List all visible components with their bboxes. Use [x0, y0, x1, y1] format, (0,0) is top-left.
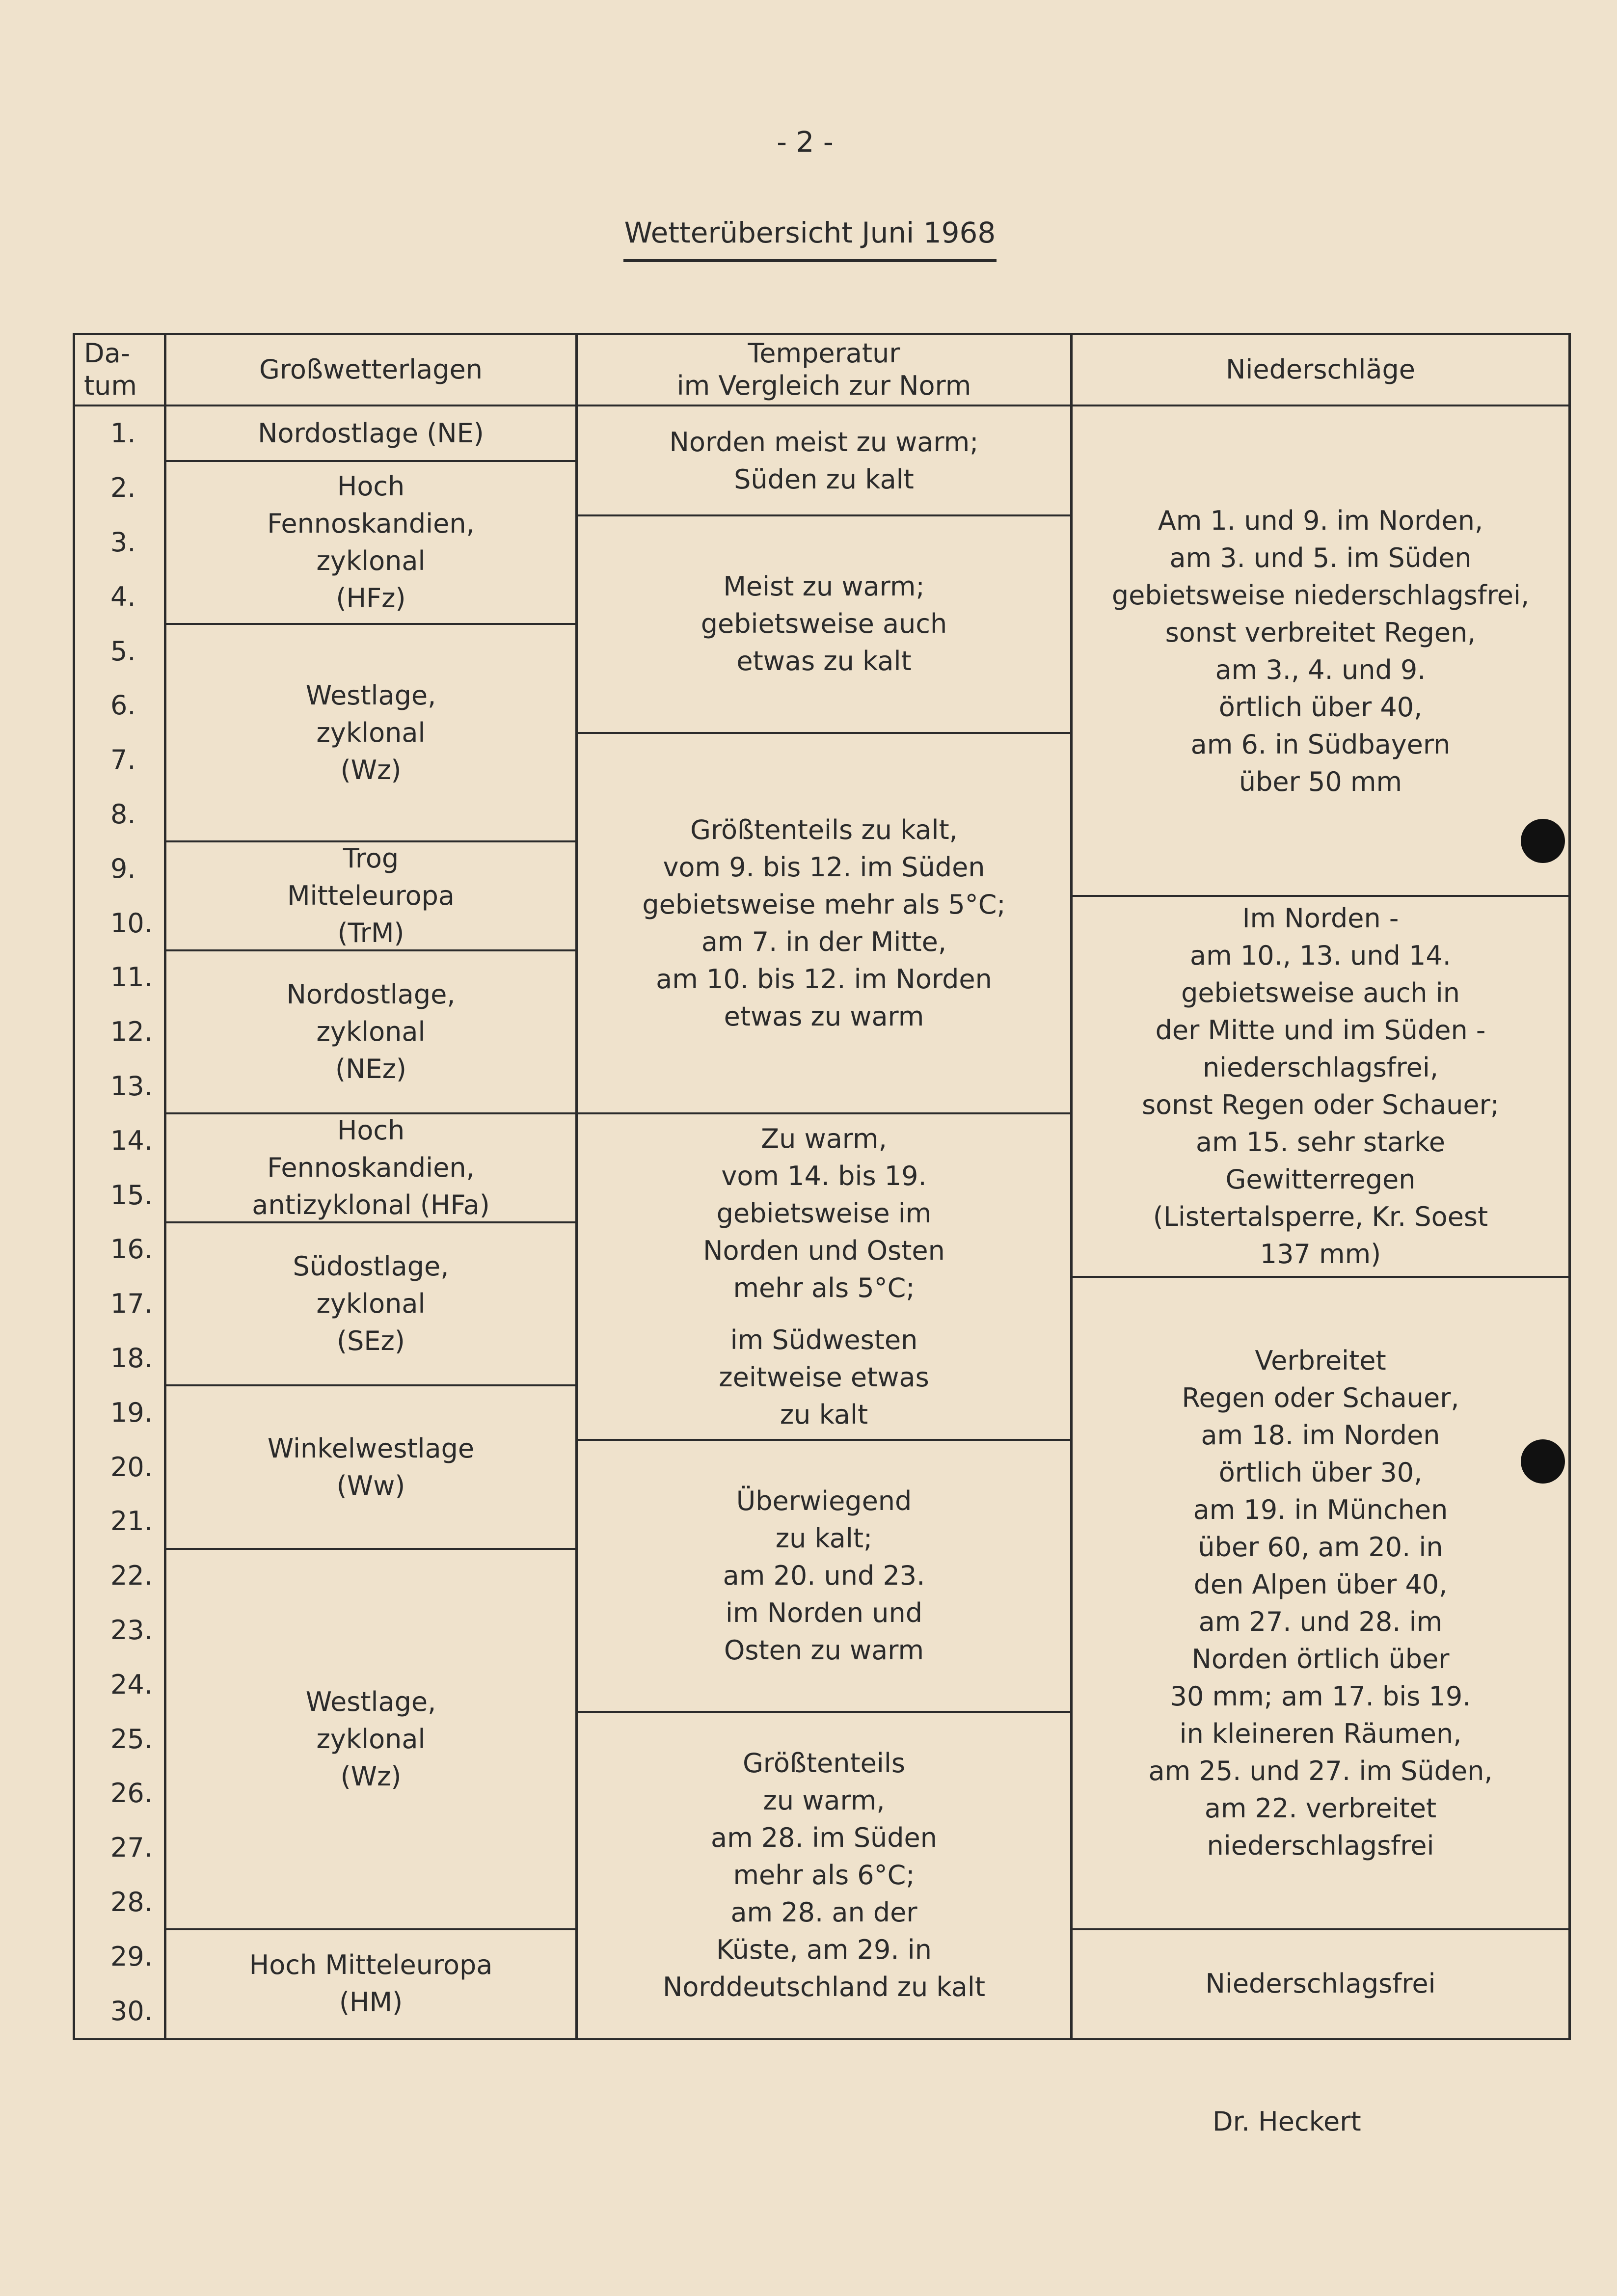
weather-type-line: (HFz) [336, 582, 406, 614]
precipitation-line: Verbreitet [1255, 1345, 1386, 1376]
precipitation-line: 137 mm) [1260, 1238, 1381, 1270]
temperature-line: Größtenteils [742, 1747, 906, 1779]
precipitation-line: Am 1. und 9. im Norden, [1158, 505, 1483, 536]
day-number: 10. [110, 907, 153, 939]
day-number: 27. [110, 1832, 153, 1864]
day-number: 9. [110, 853, 136, 884]
temperature-line: Größtenteils zu kalt, [690, 814, 958, 845]
header-precipitation: Niederschläge [1226, 354, 1415, 385]
day-number: 18. [110, 1343, 153, 1374]
precipitation-line: in kleineren Räumen, [1179, 1718, 1462, 1749]
temperature-line: im Südwesten [730, 1324, 918, 1355]
day-number: 4. [110, 581, 136, 612]
precipitation-line: am 3., 4. und 9. [1215, 654, 1426, 685]
temperature-line: Osten zu warm [724, 1635, 924, 1666]
temperature-line: zeitweise etwas [719, 1361, 929, 1393]
precipitation-line: am 27. und 28. im [1198, 1606, 1443, 1637]
weather-type-line: zyklonal [316, 1016, 426, 1048]
weather-type-line: zyklonal [316, 1723, 426, 1755]
weather-type-cell [166, 1222, 575, 1385]
precipitation-line: am 3. und 5. im Süden [1169, 542, 1472, 573]
day-number: 24. [110, 1669, 153, 1700]
temperature-line: am 28. an der [730, 1896, 917, 1928]
weather-type-cell [166, 1929, 575, 2038]
weather-type-cell [166, 461, 575, 624]
day-number: 19. [110, 1397, 153, 1428]
weather-type-cell [166, 1385, 575, 1548]
day-number: 15. [110, 1179, 153, 1211]
precipitation-cell [1073, 896, 1568, 1277]
author-signature: Dr. Heckert [1213, 2106, 1361, 2137]
weather-type-line: zyklonal [316, 545, 426, 576]
temperature-line: Zu warm, [761, 1123, 887, 1154]
precipitation-line: örtlich über 40, [1218, 691, 1423, 723]
temperature-line: zu warm, [763, 1784, 885, 1816]
temperature-line: etwas zu kalt [736, 646, 912, 677]
temperature-line: vom 14. bis 19. [721, 1160, 927, 1191]
temperature-line: am 10. bis 12. im Norden [656, 963, 992, 995]
precipitation-line: 30 mm; am 17. bis 19. [1170, 1680, 1471, 1712]
temperature-line: zu kalt; [775, 1523, 873, 1554]
weather-type-cell [166, 950, 575, 1113]
precipitation-line: am 25. und 27. im Süden, [1148, 1755, 1493, 1786]
punch-hole [1521, 819, 1565, 863]
temperature-line: Meist zu warm; [723, 571, 925, 602]
weather-type-line: (Wz) [340, 1760, 402, 1792]
precipitation-line: am 19. in München [1193, 1494, 1448, 1525]
temperature-line: gebietsweise im [716, 1197, 932, 1229]
precipitation-line: gebietsweise auch in [1181, 977, 1460, 1008]
temperature-line: Süden zu kalt [734, 463, 914, 495]
day-number: 29. [110, 1941, 153, 1972]
precipitation-line: Gewitterregen [1225, 1163, 1416, 1195]
day-number: 12. [110, 1016, 153, 1048]
temperature-line: am 7. in der Mitte, [701, 926, 947, 957]
day-number: 7. [110, 744, 136, 776]
day-number: 2. [110, 472, 136, 504]
header-datum: Da- tum [84, 338, 137, 401]
temperature-line: Überwiegend [736, 1486, 912, 1517]
weather-type-line: zyklonal [316, 717, 426, 748]
weather-type-line: (Wz) [340, 754, 402, 785]
precipitation-line: niederschlagsfrei, [1202, 1052, 1439, 1083]
precipitation-line: sonst Regen oder Schauer; [1141, 1089, 1500, 1120]
table-border-bottom [73, 2038, 1571, 2040]
weather-type-line: (TrM) [337, 918, 404, 949]
punch-hole [1521, 1439, 1565, 1484]
temperature-line: Küste, am 29. in [716, 1934, 932, 1965]
precipitation-line: am 10., 13. und 14. [1190, 940, 1451, 971]
temperature-line: vom 9. bis 12. im Süden [663, 851, 985, 883]
precipitation-line: der Mitte und im Süden - [1155, 1014, 1486, 1046]
day-number: 30. [110, 1995, 153, 2026]
temperature-cell [578, 406, 1070, 515]
temperature-line: Norddeutschland zu kalt [663, 1971, 985, 2002]
day-number: 21. [110, 1506, 153, 1537]
day-number: 26. [110, 1778, 153, 1809]
day-number: 20. [110, 1451, 153, 1483]
weather-type-line: Nordostlage (NE) [258, 418, 484, 449]
weather-type-cell [166, 624, 575, 841]
day-number: 8. [110, 799, 136, 830]
precipitation-line: Im Norden - [1242, 902, 1399, 934]
weather-type-line: Winkelwestlage [267, 1432, 475, 1464]
temperature-line: am 28. im Süden [711, 1822, 937, 1853]
page-number: - 2 - [777, 125, 834, 159]
weather-type-line: zyklonal [316, 1288, 426, 1320]
precipitation-line: Norden örtlich über [1191, 1643, 1450, 1675]
day-number: 1. [110, 418, 136, 449]
precipitation-line: sonst verbreitet Regen, [1165, 617, 1476, 648]
weather-type-line: (NEz) [335, 1053, 406, 1085]
weather-type-cell [166, 841, 575, 950]
weather-type-cell [166, 1113, 575, 1222]
precipitation-line: am 22. verbreitet [1204, 1792, 1437, 1824]
weather-type-line: Hoch [337, 1115, 405, 1146]
day-number: 16. [110, 1234, 153, 1265]
temperature-line: mehr als 5°C; [733, 1272, 915, 1303]
weather-type-line: Westlage, [305, 679, 436, 711]
weather-type-line: Fennoskandien, [267, 508, 475, 539]
weather-type-line: (HM) [339, 1987, 403, 2018]
precipitation-line: Niederschlagsfrei [1205, 1968, 1436, 1999]
day-number: 25. [110, 1723, 153, 1755]
temperature-cell [578, 1113, 1070, 1440]
weather-type-line: Trog [343, 843, 399, 874]
temperature-line: am 20. und 23. [723, 1560, 925, 1592]
temperature-line: etwas zu warm [724, 1000, 924, 1032]
weather-type-line: Hoch [337, 470, 405, 502]
temperature-line: im Norden und [725, 1597, 923, 1629]
weather-type-line: Mitteleuropa [287, 880, 455, 912]
precipitation-line: niederschlagsfrei [1207, 1830, 1434, 1861]
day-number: 17. [110, 1288, 153, 1320]
page-title: Wetterübersicht Juni 1968 [624, 216, 996, 249]
weather-type-line: Westlage, [305, 1686, 436, 1717]
day-number: 13. [110, 1071, 153, 1102]
precipitation-line: am 15. sehr starke [1195, 1126, 1446, 1158]
precipitation-cell [1073, 1929, 1568, 2038]
temperature-line: gebietsweise auch [701, 608, 947, 640]
header-temperature: Temperatur im Vergleich zur Norm [676, 338, 971, 401]
precipitation-line: gebietsweise niederschlagsfrei, [1111, 579, 1530, 611]
temperature-line: gebietsweise mehr als 5°C; [642, 889, 1006, 920]
col-divider-4 [1568, 333, 1571, 2040]
temperature-line: mehr als 6°C; [733, 1859, 915, 1891]
weather-type-line: Südostlage, [293, 1251, 449, 1282]
weather-type-cell [166, 1549, 575, 1930]
day-number: 22. [110, 1560, 153, 1592]
precipitation-cell [1073, 1277, 1568, 1930]
temperature-cell [578, 515, 1070, 733]
day-number: 6. [110, 690, 136, 721]
weather-type-line: Nordostlage, [286, 979, 456, 1010]
precipitation-line: Regen oder Schauer, [1182, 1382, 1459, 1413]
col-divider-0 [73, 333, 75, 2040]
temperature-line: zu kalt [780, 1399, 868, 1430]
temperature-line: Norden meist zu warm; [669, 426, 979, 458]
precipitation-line: über 50 mm [1239, 766, 1402, 797]
day-number: 28. [110, 1887, 153, 1918]
header-weather-type: Großwetterlagen [259, 354, 483, 385]
day-number: 14. [110, 1125, 153, 1156]
precipitation-line: am 18. im Norden [1201, 1419, 1440, 1451]
day-number: 3. [110, 527, 136, 558]
temperature-cell [578, 733, 1070, 1114]
weather-type-line: Hoch Mitteleuropa [249, 1949, 493, 1981]
precipitation-line: am 6. in Südbayern [1190, 729, 1451, 760]
weather-type-line: (SEz) [337, 1325, 405, 1357]
day-number: 5. [110, 635, 136, 667]
precipitation-line: den Alpen über 40, [1193, 1568, 1448, 1600]
weather-type-line: (Ww) [336, 1470, 405, 1501]
title-underline [623, 259, 997, 262]
weather-type-line: Fennoskandien, [267, 1152, 475, 1184]
precipitation-line: (Listertalsperre, Kr. Soest [1153, 1201, 1488, 1232]
temperature-cell [578, 1440, 1070, 1712]
temperature-cell [578, 1712, 1070, 2038]
precipitation-line: örtlich über 30, [1218, 1457, 1423, 1488]
precipitation-line: über 60, am 20. in [1198, 1531, 1443, 1563]
precipitation-cell [1073, 406, 1568, 896]
day-number: 11. [110, 962, 153, 993]
day-number: 23. [110, 1615, 153, 1646]
temperature-line: Norden und Osten [703, 1235, 945, 1266]
weather-type-cell [166, 406, 575, 461]
weather-type-line: antizyklonal (HFa) [252, 1189, 490, 1221]
